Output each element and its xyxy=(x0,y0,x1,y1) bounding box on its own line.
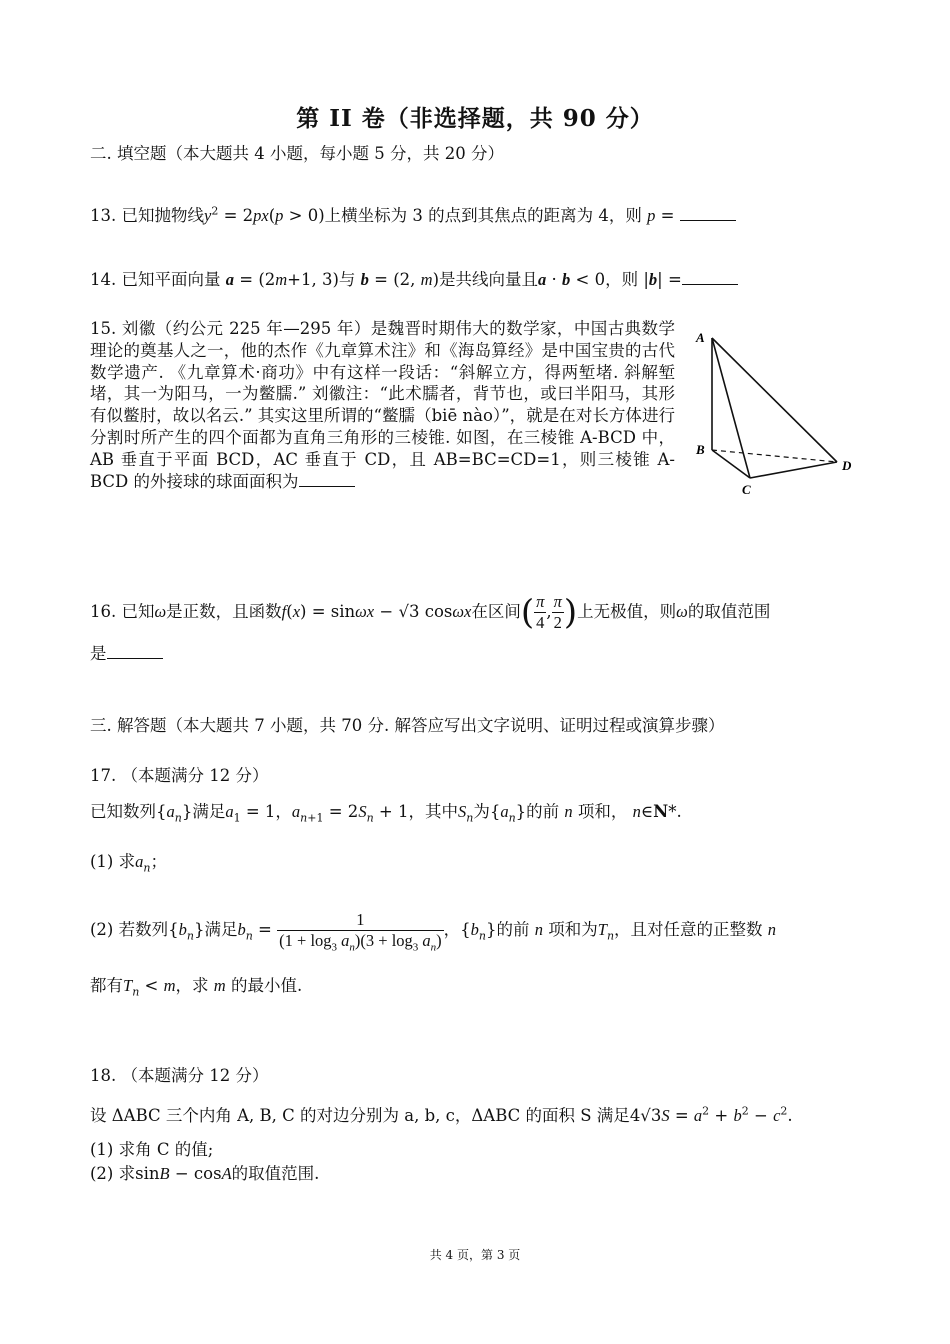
question-15: 15. 刘徽（约公元 225 年—295 年）是魏晋时期伟大的数学家，中国古典数学理论的奠基人之一，他的杰作《九章算术注》和《海岛算经》是中国宝贵的古代数学遗产. 《九章算术·商功》中有这样一段话：“斜解立方，得两堑堵. 斜解堑堵，其一为阳马，一为鳖臑.” 刘徽注：“此术臑者，背节也，或曰半阳马，其形有似鳖肘，故以名云.” 其实这里所谓的“鳖臑（biē nào）”，就是在对长方体进行分割时所产生的四个面都为直角三角形的三棱锥. 如图，在三棱锥 A-BCD 中，AB 垂直于平面 BCD，AC 垂直于 CD，且 AB=BC=CD=1，则三棱锥 A-BCD 的外接球的球面面积为 xyxy=(90,319,675,491)
question-18-part2: (2) 求sinB − cosA的取值范围. xyxy=(90,1164,320,1183)
answer-blank-16[interactable] xyxy=(107,644,163,659)
question-18-stem: 设 ΔABC 三个内角 A, B, C 的对边分别为 a, b, c，ΔABC 的面积 S 满足$4√3S = a^2 + b^2 - c^2$. xyxy=(90,1104,793,1125)
vertex-label-b: B xyxy=(696,442,705,457)
vertex-label-a: A xyxy=(696,330,705,345)
question-13: 13. 已知抛物线$y^2 = 2px(p > 0)$上横坐标为 3 的点到其焦点的距离为 4，则 p = xyxy=(90,206,736,226)
vertex-label-d: D xyxy=(842,458,852,473)
question-16: 16. 已知ω是正数，且函数f(x) = sinωx − √3 cosωx在区间( $\frac{\pi}{4}$ , $\frac{\pi}{2}$ )上无极值，则ω的取值范围 xyxy=(90,592,771,633)
question-17-heading: 17. （本题满分 12 分） xyxy=(90,766,269,785)
answer-blank-14[interactable] xyxy=(682,270,738,285)
question-16-cont: 是 xyxy=(90,644,163,664)
tetrahedron-figure xyxy=(690,326,870,496)
question-17-part2: (2) 若数列$\{b_n\}$满足$b_n$ = $\frac{1}{(1 + \log_3 a_n)(3 + \log_3 a_n)}$ ，$\{b_n\}$的前 n 项和为$T_n$，且对任意的正整数 n xyxy=(90,910,777,954)
part-title: 第 II 卷（非选择题，共 90 分） xyxy=(296,105,654,132)
answer-blank-13[interactable] xyxy=(680,206,736,221)
answer-questions-heading: 三. 解答题（本大题共 7 小题，共 70 分. 解答应写出文字说明、证明过程或演算步骤） xyxy=(90,716,725,735)
page-footer: 共 4 页，第 3 页 xyxy=(429,1248,521,1262)
question-17-part1: (1) 求$a_n$； xyxy=(90,852,167,875)
question-18-heading: 18. （本题满分 12 分） xyxy=(90,1066,269,1085)
answer-blank-15[interactable] xyxy=(299,472,355,487)
question-18-part1: (1) 求角 C 的值; xyxy=(90,1140,214,1159)
question-17-stem: 已知数列$\{a_n\}$满足$a_1 = 1$，$a_{n+1} = 2S_n + 1$，其中$S_n$为$\{a_n\}$的前 n 项和， n∈N*. xyxy=(90,802,682,825)
question-14: 14. 已知平面向量 a = (2m+1, 3)与 b = (2, m)是共线向量且a · b < 0，则 |b| = xyxy=(90,270,738,290)
question-17-part2-cont: 都有$T_n < m$，求 m 的最小值. xyxy=(90,976,303,999)
fill-blank-heading: 二. 填空题（本大题共 4 小题，每小题 5 分，共 20 分） xyxy=(90,144,504,163)
vertex-label-c: C xyxy=(742,482,751,496)
